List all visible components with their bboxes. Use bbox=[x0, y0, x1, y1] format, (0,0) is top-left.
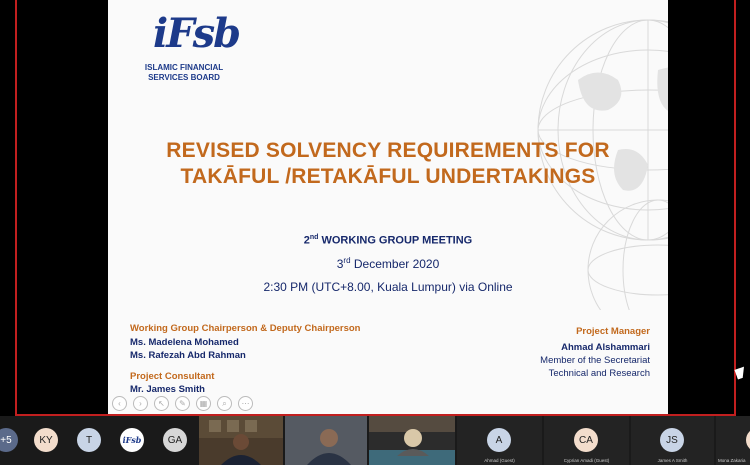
participant-tile[interactable] bbox=[716, 416, 750, 465]
chair-name-1: Ms. Madelena Mohamed bbox=[130, 337, 239, 348]
participant-name: Ahmad (Guest) bbox=[484, 458, 515, 463]
pointer-icon[interactable]: ↖ bbox=[154, 396, 169, 411]
participant-name: Cyprian Amadi (Guest) bbox=[563, 458, 610, 463]
logo-line-2: SERVICES BOARD bbox=[148, 73, 220, 82]
participant-avatar[interactable]: GA bbox=[163, 428, 187, 452]
participant-name: James A Smith bbox=[657, 458, 688, 463]
presentation-slide bbox=[108, 0, 668, 414]
consultant-heading: Project Consultant bbox=[130, 371, 215, 382]
consultant-name: Mr. James Smith bbox=[130, 384, 205, 395]
participant-tile[interactable] bbox=[457, 416, 542, 465]
participant-avatar: JS bbox=[660, 428, 684, 452]
person-video-icon bbox=[199, 416, 283, 465]
chair-heading: Working Group Chairperson & Deputy Chairperson bbox=[130, 323, 361, 334]
meeting-time: 2:30 PM (UTC+8.00, Kuala Lumpur) via Online bbox=[263, 280, 513, 294]
video-tile[interactable] bbox=[285, 416, 367, 465]
participant-tile[interactable] bbox=[544, 416, 629, 465]
participant-tile[interactable] bbox=[631, 416, 714, 465]
slide-controls bbox=[112, 396, 253, 411]
pm-role-1: Member of the Secretariat bbox=[540, 355, 650, 366]
slide-title-line-2: TAKĀFUL /RETAKĀFUL UNDERTAKINGS bbox=[180, 165, 596, 188]
pm-name: Ahmad Alshammari bbox=[561, 342, 650, 353]
more-participants-avatar[interactable]: +5 bbox=[0, 428, 18, 452]
meeting-date: 3rd December 2020 bbox=[336, 256, 440, 271]
zoom-icon[interactable]: ⌕ bbox=[217, 396, 232, 411]
participant-avatar: CA bbox=[574, 428, 598, 452]
participant-avatar[interactable]: T bbox=[77, 428, 101, 452]
pm-heading: Project Manager bbox=[576, 326, 650, 337]
meeting-name: 2nd WORKING GROUP MEETING bbox=[303, 234, 473, 247]
participant-avatar bbox=[746, 428, 750, 452]
participant-strip bbox=[0, 416, 750, 465]
pen-icon[interactable]: ✎ bbox=[175, 396, 190, 411]
person-video-icon bbox=[369, 416, 455, 465]
person-video-icon bbox=[285, 416, 367, 465]
ifsb-logo: iFsb bbox=[153, 10, 240, 57]
chair-name-2: Ms. Rafezah Abd Rahman bbox=[130, 350, 246, 361]
video-tile[interactable] bbox=[199, 416, 283, 465]
mouse-cursor-icon bbox=[735, 367, 748, 380]
participant-name: Mona Zakaria bbox=[718, 458, 746, 463]
participant-avatar: A bbox=[487, 428, 511, 452]
slide-title-line-1: REVISED SOLVENCY REQUIREMENTS FOR bbox=[166, 139, 610, 162]
pm-role-2: Technical and Research bbox=[548, 368, 650, 379]
more-icon[interactable]: ⋯ bbox=[238, 396, 253, 411]
grid-icon[interactable]: ▦ bbox=[196, 396, 211, 411]
participant-avatar[interactable]: KY bbox=[34, 428, 58, 452]
logo-line-1: ISLAMIC FINANCIAL bbox=[144, 63, 224, 72]
video-tile[interactable] bbox=[369, 416, 455, 465]
prev-slide-icon[interactable]: ‹ bbox=[112, 396, 127, 411]
participant-avatar[interactable]: iFsb bbox=[120, 428, 144, 452]
next-slide-icon[interactable]: › bbox=[133, 396, 148, 411]
